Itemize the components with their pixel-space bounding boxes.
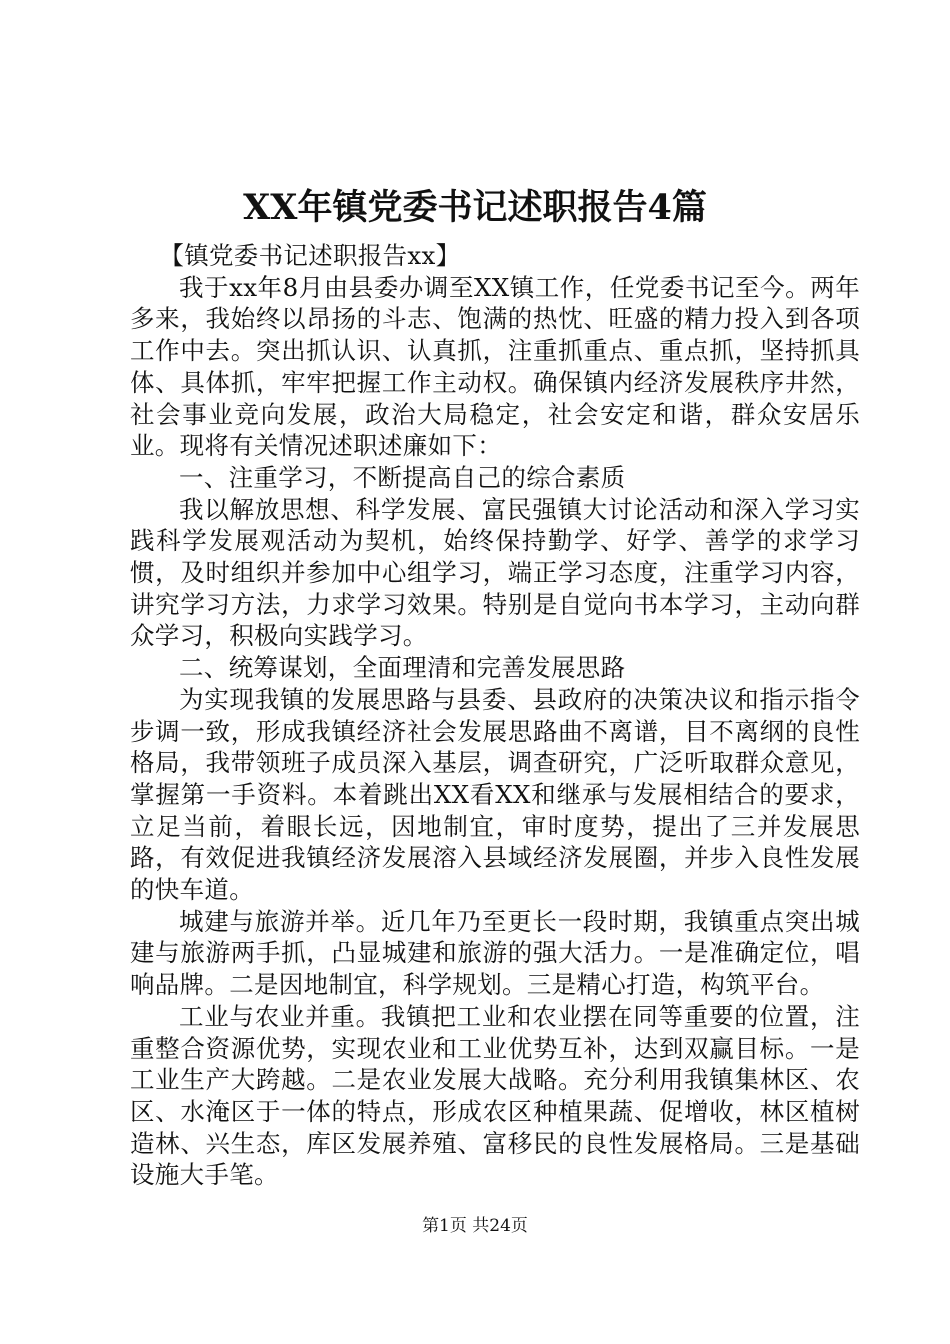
document-title: XX年镇党委书记述职报告4篇 [243, 187, 707, 228]
paragraph-intro: 我于xx年8月由县委办调至XX镇工作，任党委书记至今。两年多来，我始终以昂扬的斗志、饱满的热忱、旺盛的精力投入到各项工作中去。突出抓认识、认真抓，注重抓重点、重点抓，坚持抓具体、具体抓，牢牢把握工作主动权。确保镇内经济发展秩序井然，社会事业竞向发展，政治大局稳定，社会安定和谐，群众安居乐业。现将有关情况述职述廉如下： [130, 272, 860, 461]
section-heading-2: 二、统筹谋划，全面理清和完善发展思路 [179, 653, 626, 683]
paragraph-study: 我以解放思想、科学发展、富民强镇大讨论活动和深入学习实践科学发展观活动为契机，始终保持勤学、好学、善学的求学习惯，及时组织并参加中心组学习，端正学习态度，注重学习内容，讲究学习方法，力求学习效果。特别是自觉向书本学习，主动向群众学习，积极向实践学习。 [130, 494, 860, 651]
page-footer: 第1页 共24页 [422, 1216, 528, 1236]
section-heading-1: 一、注重学习，不断提高自己的综合素质 [179, 462, 626, 492]
document-body [130, 240, 860, 1191]
paragraph-planning: 为实现我镇的发展思路与县委、县政府的决策决议和指示指令步调一致，形成我镇经济社会发展思路曲不离谱，目不离纲的良性格局，我带领班子成员深入基层，调查研究，广泛听取群众意见，掌握第一手资料。本着跳出XX看XX和继承与发展相结合的要求，立足当前，着眼长远，因地制宜，审时度势，提出了三并发展思路，有效促进我镇经济发展溶入县域经济发展圈，并步入良性发展的快车道。 [130, 684, 860, 905]
document-subtitle: 【镇党委书记述职报告xx】 [159, 241, 461, 270]
paragraph-industry-agriculture: 工业与农业并重。我镇把工业和农业摆在同等重要的位置，注重整合资源优势，实现农业和工业优势互补，达到双赢目标。一是工业生产大跨越。二是农业发展大战略。充分利用我镇集林区、农区、水淹区于一体的特点，形成农区种植果蔬、促增收，林区植树造林、兴生态，库区发展养殖、富移民的良性发展格局。三是基础设施大手笔。 [130, 1001, 860, 1190]
paragraph-urban-tourism: 城建与旅游并举。近几年乃至更长一段时期，我镇重点突出城建与旅游两手抓，凸显城建和旅游的强大活力。一是准确定位，唱响品牌。二是因地制宜，科学规划。三是精心打造，构筑平台。 [130, 906, 860, 1000]
